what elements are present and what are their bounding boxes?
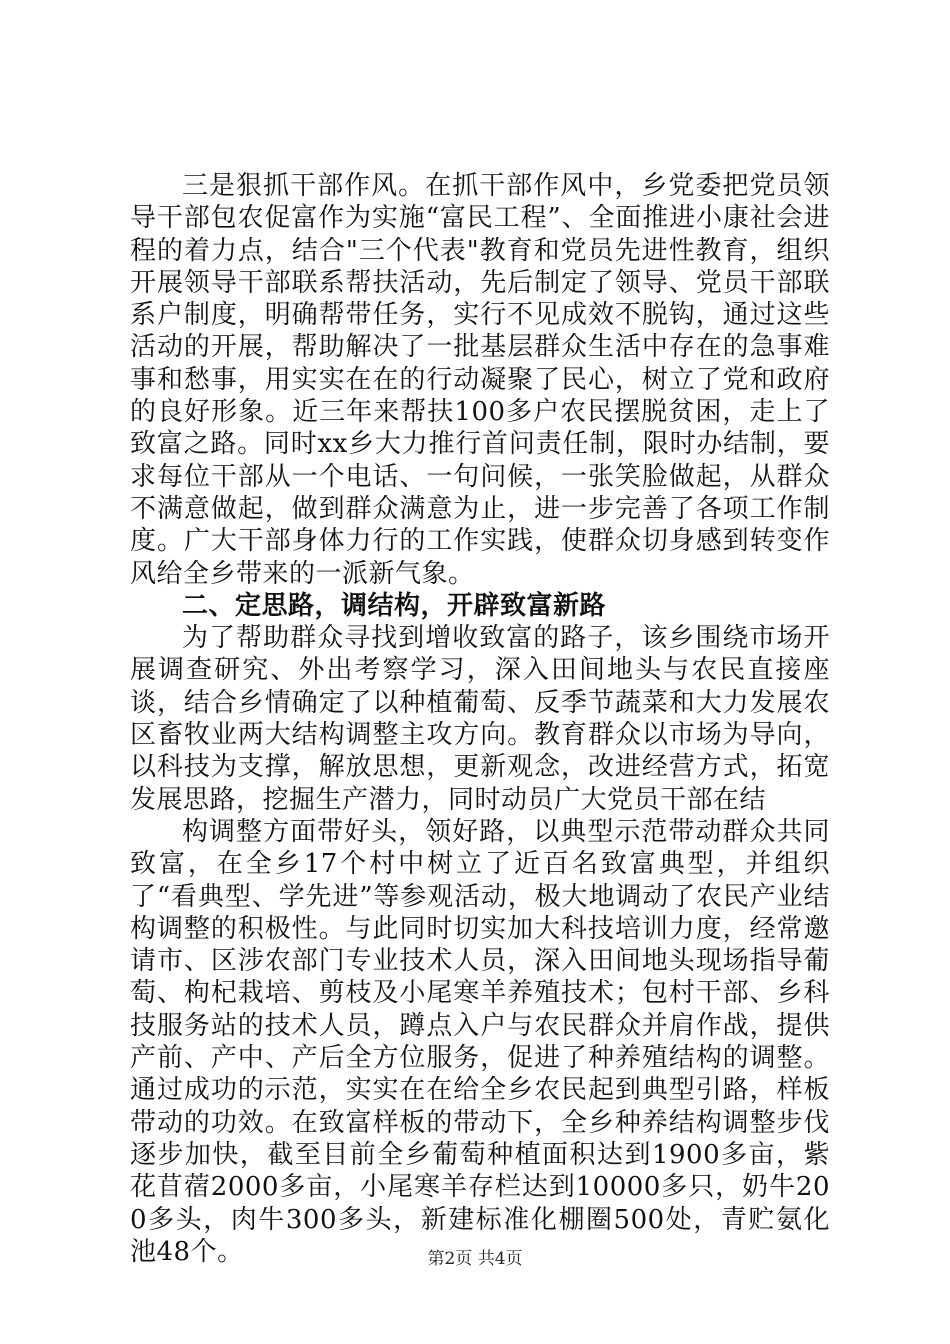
paragraph-cadre-style: 三是狠抓干部作风。在抓干部作风中，乡党委把党员领导干部包农促富作为实施“富民工程”、全面推进小康社会进程的着力点，结合"三个代表"教育和党员先进性教育，组织开展领导干部联系帮扶活动，先后制定了领导、党员干部联系户制度，明确帮带任务，实行不见成效不脱钩，通过这些活动的开展，帮助解决了一批基层群众生活中存在的急事难事和愁事，用实实在在的行动凝聚了民心，树立了党和政府的良好形象。近三年来帮扶100多户农民摆脱贫困，走上了致富之路。同时xx乡大力推行首问责任制，限时办结制，要求每位干部从一个电话、一句问候，一张笑脸做起，从群众不满意做起，做到群众满意为止，进一步完善了各项工作制度。广大干部身体力行的工作实践，使群众切身感到转变作风给全乡带来的一派新气象。 xyxy=(130,171,830,589)
section-heading: 二、定思路，调结构，开辟致富新路 xyxy=(182,590,607,621)
paragraph-model-demonstration: 构调整方面带好头，领好路，以典型示范带动群众共同致富，在全乡17个村中树立了近百名致富典型，并组织了“看典型、学先进”等参观活动，极大地调动了农民产业结构调整的积极性。与此同时切实加大科技培训力度，经常邀请市、区涉农部门专业技术人员，深入田间地头现场指导葡萄、枸杞栽培、剪枝及小尾寒羊养殖技术；包村干部、乡科技服务站的技术人员，蹲点入户与农民群众并肩作战，提供产前、产中、产后全方位服务，促进了种养殖结构的调整。通过成功的示范，实实在在给全乡农民起到典型引路，样板带动的功效。在致富样板的带动下，全乡种养结构调整步伐逐步加快，截至目前全乡葡萄种植面积达到1900多亩，紫花苜蓿2000多亩，小尾寒羊存栏达到10000多只，奶牛200多头，肉牛300多头，新建标准化棚圈500处，青贮氨化池48个。 xyxy=(130,816,830,1267)
page-number-footer: 第2页 共4页 xyxy=(427,1249,523,1269)
document-body xyxy=(130,170,830,1268)
paragraph-restructuring-direction: 为了帮助群众寻找到增收致富的路子，该乡围绕市场开展调查研究、外出考察学习，深入田间地头与农民直接座谈，结合乡情确定了以种植葡萄、反季节蔬菜和大力发展农区畜牧业两大结构调整主攻方向。教育群众以市场为导向，以科技为支撑，解放思想，更新观念，改进经营方式，拓宽发展思路，挖掘生产潜力，同时动员广大党员干部在结 xyxy=(130,623,830,815)
